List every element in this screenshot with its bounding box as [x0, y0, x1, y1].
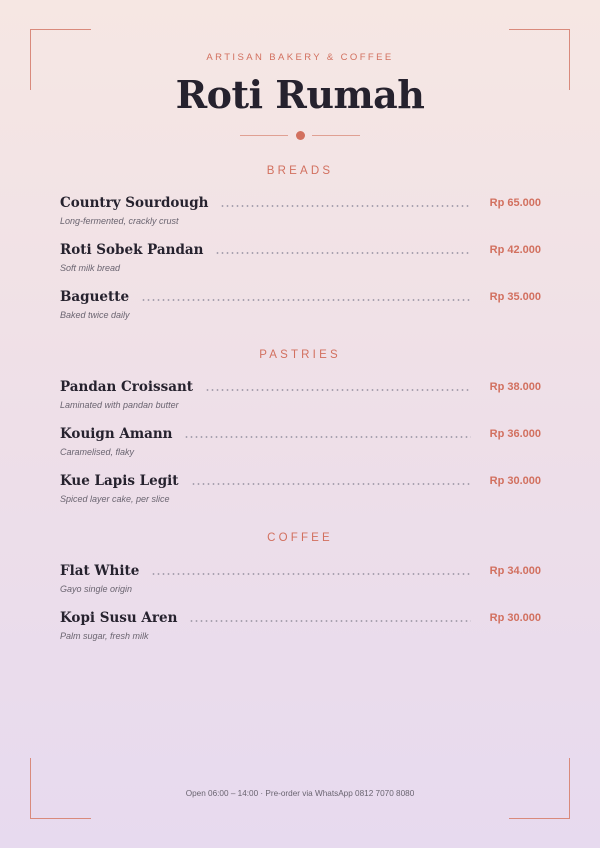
menu-title: Roti Rumah: [175, 72, 425, 117]
menu-item-price: Rp 65.000: [489, 197, 541, 209]
dot-leader: [205, 389, 471, 391]
dot-leader: [184, 436, 471, 438]
menu-item-price: Rp 35.000: [489, 291, 541, 303]
dot-leader: [151, 573, 471, 575]
menu-item-name: Flat White: [60, 563, 140, 579]
divider-line-left: [240, 135, 288, 136]
divider-dot-icon: [296, 131, 305, 140]
menu-item-description: Laminated with pandan butter: [60, 400, 179, 410]
menu-item-price: Rp 30.000: [489, 612, 541, 624]
dot-leader: [215, 252, 471, 254]
menu-item-description: Palm sugar, fresh milk: [60, 631, 149, 641]
menu-item-description: Spiced layer cake, per slice: [60, 494, 170, 504]
menu-item-name: Baguette: [60, 289, 130, 305]
section-title-coffee: COFFEE: [267, 532, 333, 544]
menu-item-name: Pandan Croissant: [60, 379, 194, 395]
dot-leader: [141, 299, 471, 301]
menu-item: [60, 193, 541, 233]
footer-info: Open 06:00 – 14:00 · Pre-order via WhatsApp 0812 7070 8080: [185, 789, 415, 798]
menu-item-description: Long-fermented, crackly crust: [60, 216, 179, 226]
section-title-pastries: PASTRIES: [259, 349, 341, 361]
menu-item: [60, 561, 541, 601]
menu-item-name: Roti Sobek Pandan: [60, 242, 204, 258]
menu-item-description: Caramelised, flaky: [60, 447, 135, 457]
menu-item: [60, 608, 541, 648]
menu-item-name: Kopi Susu Aren: [60, 610, 178, 626]
dot-leader: [220, 205, 471, 207]
menu-item: [60, 424, 541, 464]
section-title-breads: BREADS: [266, 165, 334, 177]
menu-item: [60, 240, 541, 280]
menu-item: [60, 287, 541, 327]
menu-item-price: Rp 30.000: [489, 475, 541, 487]
menu-item-name: Country Sourdough: [60, 195, 209, 211]
menu-item-description: Soft milk bread: [60, 263, 121, 273]
menu-item-description: Baked twice daily: [60, 310, 130, 320]
menu-item-price: Rp 34.000: [489, 565, 541, 577]
menu-item-name: Kue Lapis Legit: [60, 473, 179, 489]
menu-item-description: Gayo single origin: [60, 584, 133, 594]
divider-line-right: [312, 135, 360, 136]
menu-item: [60, 377, 541, 417]
menu-item-price: Rp 38.000: [489, 381, 541, 393]
menu-item: [60, 471, 541, 511]
title-divider: [240, 131, 360, 141]
menu-item-price: Rp 42.000: [489, 244, 541, 256]
menu-subtitle: ARTISAN BAKERY & COFFEE: [206, 52, 394, 63]
menu-item-price: Rp 36.000: [489, 428, 541, 440]
dot-leader: [191, 483, 471, 485]
dot-leader: [189, 620, 471, 622]
menu-item-name: Kouign Amann: [60, 426, 173, 442]
